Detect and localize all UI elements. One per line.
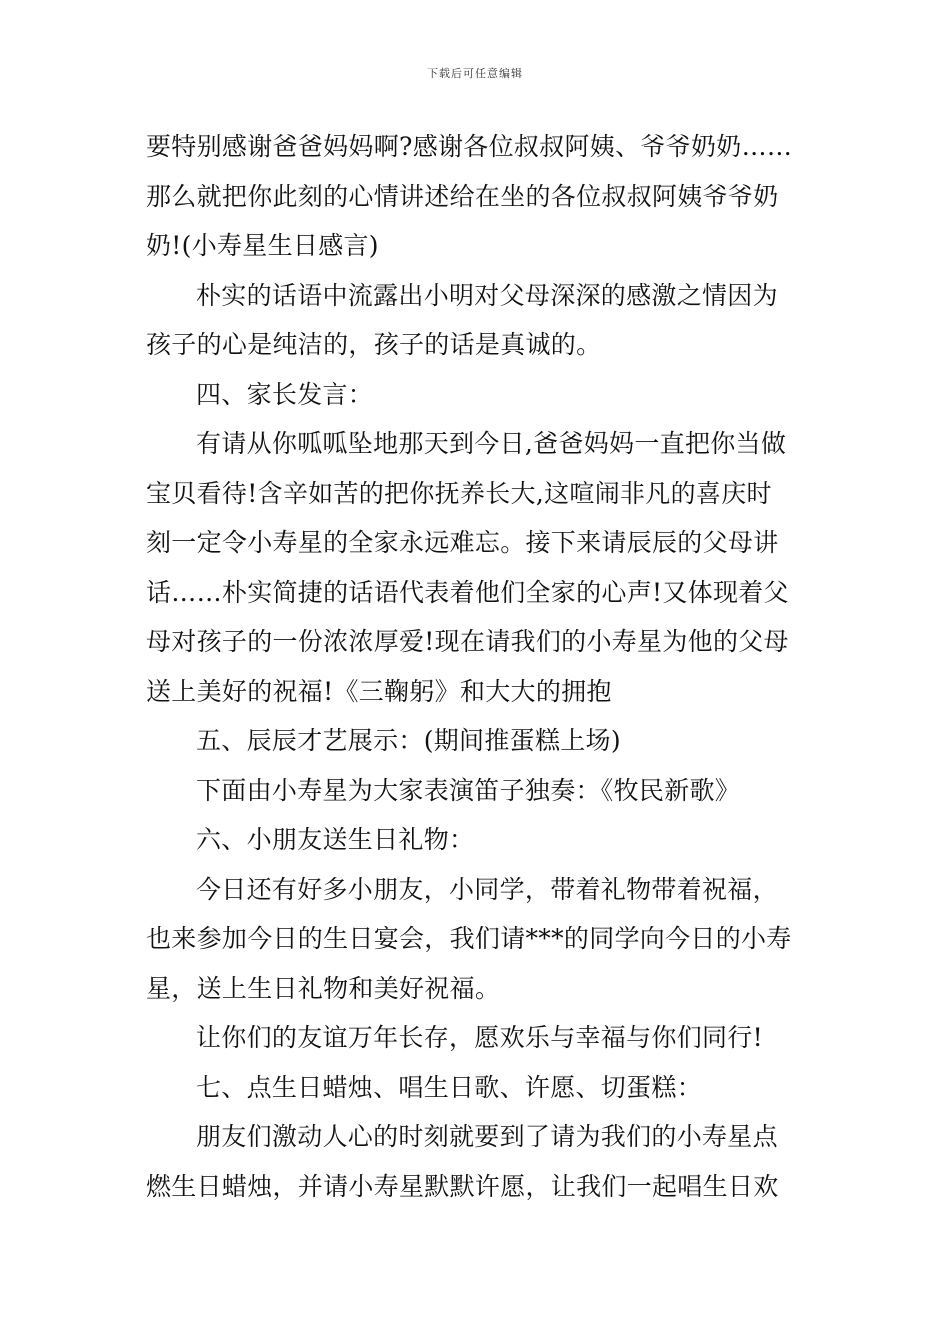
text-line: 四、家长发言：: [196, 379, 374, 409]
section-heading: [146, 370, 806, 420]
paragraph: [146, 766, 806, 816]
text-line: 宝贝看待!含辛如苦的把你抚养长大,这喧闹非凡的喜庆时: [146, 478, 772, 508]
paragraph: [146, 1013, 806, 1063]
paragraph: [146, 419, 806, 716]
text-line: 奶!(小寿星生日感言): [146, 231, 379, 260]
text-line: 也来参加今日的生日宴会，我们请***的同学向今日的小寿: [146, 924, 792, 953]
text-line: 七、点生日蜡烛、唱生日歌、许愿、切蛋糕：: [196, 1072, 703, 1102]
text-line: 送上美好的祝福!《三鞠躬》和大大的拥抱: [146, 676, 612, 706]
text-line: 孩子的心是纯洁的，孩子的话是真诚的。: [146, 330, 602, 359]
text-line: 下面由小寿星为大家表演笛子独奏：《牧民新歌》: [196, 775, 741, 805]
section-heading: [146, 1063, 806, 1113]
document-body: [146, 122, 806, 1211]
text-line: 刻一定令小寿星的全家永远难忘。接下来请辰辰的父母讲: [146, 528, 779, 557]
text-line: 五、辰辰才艺展示：(期间推蛋糕上场): [196, 726, 621, 755]
paragraph: [146, 122, 806, 271]
text-line: 燃生日蜡烛，并请小寿星默默许愿，让我们一起唱生日欢: [146, 1171, 779, 1201]
text-line: 母对孩子的一份浓浓厚爱!现在请我们的小寿星为他的父母: [146, 627, 789, 656]
section-heading: [146, 815, 806, 865]
page-header: 下载后可任意编辑: [427, 67, 523, 80]
paragraph: [146, 271, 806, 370]
text-line: 今日还有好多小朋友，小同学，带着礼物带着祝福，: [196, 874, 778, 904]
text-line: 朋友们激动人心的时刻就要到了请为我们的小寿星点: [196, 1122, 778, 1151]
paragraph: [146, 865, 806, 1014]
paragraph: [146, 1112, 806, 1211]
text-line: 那么就把你此刻的心情讲述给在坐的各位叔叔阿姨爷爷奶: [146, 181, 779, 211]
text-line: 话……朴实简捷的话语代表着他们全家的心声!又体现着父: [146, 577, 789, 607]
text-line: 有请从你呱呱坠地那天到今日,爸爸妈妈一直把你当做: [196, 429, 787, 458]
text-line: 让你们的友谊万年长存，愿欢乐与幸福与你们同行!: [196, 1023, 763, 1052]
section-heading: [146, 716, 806, 766]
text-line: 要特别感谢爸爸妈妈啊?感谢各位叔叔阿姨、爷爷奶奶……: [146, 132, 793, 161]
text-line: 六、小朋友送生日礼物：: [196, 825, 475, 854]
text-line: 朴实的话语中流露出小明对父母深深的感激之情因为: [196, 280, 778, 310]
text-line: 星，送上生日礼物和美好祝福。: [146, 973, 501, 1003]
